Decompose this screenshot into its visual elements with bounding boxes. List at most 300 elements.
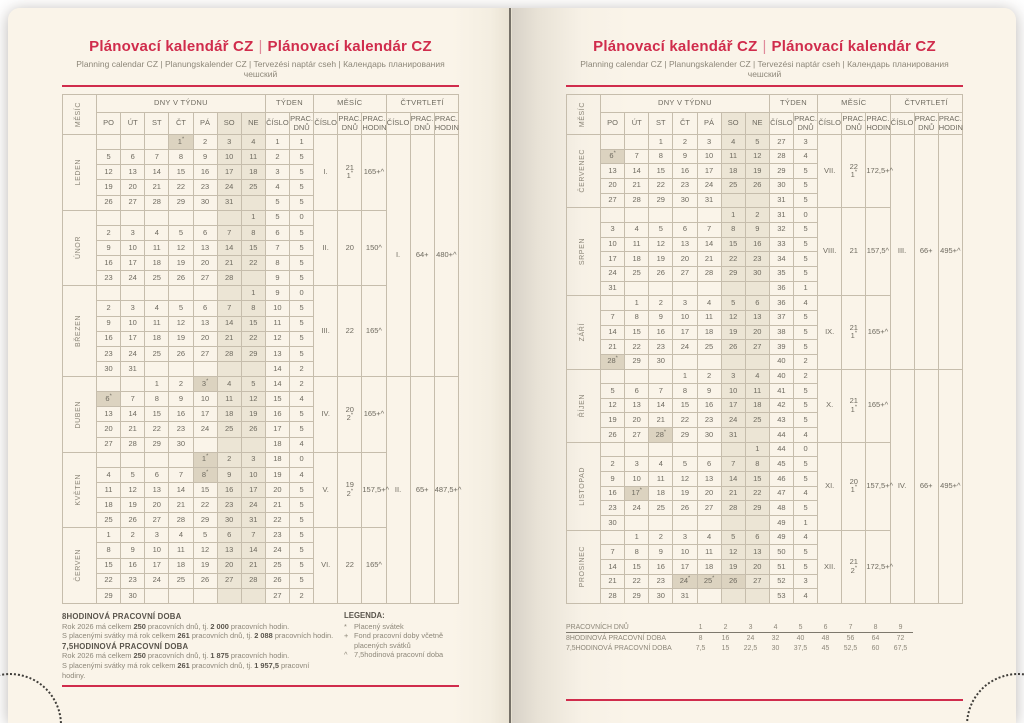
day-cell: 24 [697, 178, 721, 193]
day-cell: 16 [193, 165, 217, 180]
month-workdays-header: PRAC. DNŮ [842, 113, 866, 135]
day-cell: 15 [145, 407, 169, 422]
day-cell: 5 [721, 530, 745, 545]
day-cell: 14 [121, 407, 145, 422]
quarter-workdays-cell: 66+ [914, 135, 938, 370]
text-segment: S placenými svátky má rok celkem [62, 631, 178, 641]
day-cell [721, 442, 745, 457]
day-cell [217, 588, 241, 603]
week-workdays-cell: 5 [290, 240, 314, 255]
legend-title: LEGENDA: [344, 611, 385, 620]
month-name-cell [567, 208, 601, 296]
day-cell: 22 [97, 573, 121, 588]
week-workdays-cell: 5 [794, 501, 818, 516]
week-number-cell: 3 [265, 165, 289, 180]
day-cell: 27 [745, 340, 769, 355]
month-workhours-cell: 165+^ [866, 369, 890, 442]
day-cell: 8 [169, 150, 193, 165]
month-name-1: ÚNOR [75, 236, 83, 260]
day-cell: 18 [697, 560, 721, 575]
week-workdays-cell: 2 [290, 361, 314, 376]
day-cell: 17* [625, 486, 649, 501]
day-cell: 26 [673, 501, 697, 516]
paid-holiday-star: * [350, 412, 353, 419]
week-number-cell: 32 [769, 222, 793, 237]
legend-text: Placený svátek [354, 621, 404, 631]
day-header-čt: ČT [169, 113, 193, 135]
month-number-cell: VI. [314, 528, 338, 604]
day-cell: 3 [673, 296, 697, 311]
day-cell: 6* [601, 149, 625, 164]
day-cell: 1 [745, 442, 769, 457]
day-cell: 24 [121, 346, 145, 361]
day-cell: 22 [145, 422, 169, 437]
day-cell: 30 [169, 437, 193, 452]
hours-table-host [566, 622, 963, 694]
week-workdays-header: PRAC. DNŮ [794, 113, 818, 135]
day-cell: 23 [649, 574, 673, 589]
day-cell: 19 [241, 407, 265, 422]
day-cell: 4 [241, 135, 265, 150]
week-group-header: TÝDEN [265, 95, 313, 113]
week-number-cell: 33 [769, 237, 793, 252]
day-cell: 5 [193, 528, 217, 543]
week-workdays-cell: 0 [290, 286, 314, 301]
day-cell: 23 [745, 252, 769, 267]
day-cell: 18 [145, 256, 169, 271]
quarter-workhours-cell: 487,5+^ [434, 377, 458, 604]
hours-value: 30 [771, 644, 780, 652]
month-number-cell: VIII. [818, 208, 842, 296]
month-name-cell [567, 530, 601, 603]
day-cell [121, 452, 145, 467]
hours-value: 7 [838, 622, 863, 633]
month-workhours-header: PRAC. HODIN [866, 113, 890, 135]
page-title [566, 38, 963, 55]
emphasis-value: 1 875 [210, 651, 229, 661]
day-cell [721, 354, 745, 369]
day-cell: 19 [601, 413, 625, 428]
header-rule [566, 85, 963, 87]
week-workdays-cell: 0 [290, 210, 314, 225]
week-number-header: ČÍSLO [265, 113, 289, 135]
calendar-row [567, 369, 963, 384]
week-workdays-cell: 5 [290, 331, 314, 346]
day-cell: 11 [145, 240, 169, 255]
day-cell: 20 [193, 256, 217, 271]
day-cell: 4 [625, 222, 649, 237]
day-cell: 14 [721, 472, 745, 487]
day-cell: 27 [121, 195, 145, 210]
day-cell: 7 [121, 392, 145, 407]
day-cell: 18 [97, 498, 121, 513]
month-workhours-header: PRAC. HODIN [362, 113, 386, 135]
day-cell: 20 [625, 413, 649, 428]
week-workdays-cell: 5 [794, 545, 818, 560]
day-cell: 16 [97, 331, 121, 346]
day-cell: 8 [649, 149, 673, 164]
day-cell: 22 [241, 331, 265, 346]
day-cell: 10 [673, 310, 697, 325]
day-cell [97, 452, 121, 467]
day-cell: 10 [121, 240, 145, 255]
day-cell: 29 [97, 588, 121, 603]
day-cell: 20 [697, 486, 721, 501]
day-cell: 10 [721, 384, 745, 399]
week-workdays-cell: 5 [290, 301, 314, 316]
hours-value: 3 [738, 622, 763, 633]
day-cell: 3 [625, 457, 649, 472]
day-cell: 4 [721, 135, 745, 150]
day-cell: 28 [145, 195, 169, 210]
quarter-workdays-cell: 64+ [410, 135, 434, 377]
day-cell: 7 [217, 301, 241, 316]
paid-holiday-star: * [639, 487, 642, 494]
day-cell: 8 [625, 310, 649, 325]
week-number-cell: 9 [265, 286, 289, 301]
day-cell [193, 361, 217, 376]
day-cell: 3 [217, 135, 241, 150]
day-cell [193, 210, 217, 225]
day-cell [145, 361, 169, 376]
day-cell: 26 [97, 195, 121, 210]
day-cell: 20 [601, 178, 625, 193]
day-cell [169, 452, 193, 467]
calendar-row [567, 135, 963, 150]
week-workdays-cell: 5 [794, 178, 818, 193]
day-cell [649, 516, 673, 531]
day-cell: 12 [721, 545, 745, 560]
month-number-header: ČÍSLO [314, 113, 338, 135]
day-cell: 10 [625, 472, 649, 487]
day-cell [241, 361, 265, 376]
title-czech: Plánovací kalendář CZ [593, 38, 758, 55]
day-cell: 21 [649, 413, 673, 428]
day-cell: 31 [121, 361, 145, 376]
working-time-line [62, 622, 334, 632]
month-name-cell [63, 135, 97, 211]
day-cell: 6 [121, 150, 145, 165]
day-cell: 21 [697, 252, 721, 267]
legend-items [344, 622, 459, 660]
week-number-cell: 9 [265, 271, 289, 286]
quarter-workdays-header: PRAC. DNŮ [410, 113, 434, 135]
day-cell [745, 281, 769, 296]
day-cell: 14 [625, 164, 649, 179]
calendar-row [63, 135, 459, 150]
month-workdays-cell: 19 2* [338, 452, 362, 528]
month-workhours-cell: 172,5+^ [866, 135, 890, 208]
week-workdays-cell: 5 [794, 266, 818, 281]
day-cell: 9 [121, 543, 145, 558]
title-separator: | [258, 38, 263, 55]
day-header-čt: ČT [673, 113, 697, 135]
day-cell [169, 588, 193, 603]
paid-holiday-star: * [206, 453, 209, 460]
day-cell: 24 [625, 501, 649, 516]
month-workhours-cell: 157,5^ [866, 208, 890, 296]
week-workdays-cell: 1 [794, 516, 818, 531]
day-cell: 16 [169, 407, 193, 422]
day-cell: 3 [697, 135, 721, 150]
month-group-header: MĚSÍC [314, 95, 386, 113]
legend-symbol: ^ [344, 650, 348, 660]
month-workdays-cell: 21 [842, 208, 866, 296]
day-cell: 11 [745, 384, 769, 399]
day-cell [673, 516, 697, 531]
month-group-header: MĚSÍC [818, 95, 890, 113]
week-workdays-cell: 5 [290, 482, 314, 497]
day-cell [97, 286, 121, 301]
day-cell: 30 [193, 195, 217, 210]
day-cell: 2 [601, 457, 625, 472]
working-time-line [62, 651, 334, 661]
day-cell: 22 [193, 498, 217, 513]
day-cell: 26 [649, 266, 673, 281]
day-cell: 3 [673, 530, 697, 545]
week-number-cell: 52 [769, 574, 793, 589]
day-cell: 23 [169, 422, 193, 437]
day-cell [601, 369, 625, 384]
day-cell: 15 [745, 472, 769, 487]
day-cell: 19 [649, 252, 673, 267]
quarter-workhours-header: PRAC. HODIN [434, 113, 458, 135]
emphasis-value: 2 088 [254, 631, 273, 641]
paid-holiday-star: * [712, 575, 715, 582]
day-cell [721, 193, 745, 208]
day-cell: 1* [169, 135, 193, 150]
week-number-cell: 51 [769, 560, 793, 575]
week-workdays-cell: 5 [290, 180, 314, 195]
day-cell: 27 [745, 574, 769, 589]
gutter-shadow-line [509, 8, 511, 723]
day-cell: 8 [97, 543, 121, 558]
day-cell [721, 281, 745, 296]
day-cell: 14 [241, 543, 265, 558]
week-workdays-cell: 5 [290, 543, 314, 558]
day-cell: 16 [745, 237, 769, 252]
week-workdays-cell: 2 [794, 369, 818, 384]
day-cell: 6 [217, 528, 241, 543]
week-number-cell: 53 [769, 589, 793, 604]
week-workdays-cell: 3 [794, 135, 818, 150]
week-number-cell: 41 [769, 384, 793, 399]
text-segment: pracovních dnů, tj. [145, 621, 211, 631]
day-cell: 1 [721, 208, 745, 223]
legend-item [344, 650, 459, 660]
month-workhours-cell: 165+^ [362, 135, 386, 211]
day-cell: 9 [169, 392, 193, 407]
month-number-cell: I. [314, 135, 338, 211]
day-cell: 6 [193, 225, 217, 240]
day-cell: 17 [121, 331, 145, 346]
day-cell: 23 [97, 346, 121, 361]
day-cell: 28 [241, 573, 265, 588]
week-workdays-cell: 4 [794, 428, 818, 443]
day-cell: 21 [217, 331, 241, 346]
day-cell: 7 [601, 545, 625, 560]
day-cell: 26 [601, 428, 625, 443]
day-cell: 3* [193, 377, 217, 392]
day-cell: 26 [745, 178, 769, 193]
day-header-st: ST [145, 113, 169, 135]
day-cell: 21 [241, 558, 265, 573]
week-workdays-cell: 5 [794, 472, 818, 487]
day-cell: 8* [193, 467, 217, 482]
day-cell: 10 [145, 543, 169, 558]
month-workhours-cell: 150^ [362, 210, 386, 286]
day-cell: 31 [601, 281, 625, 296]
week-number-cell: 4 [265, 180, 289, 195]
week-workdays-cell: 5 [290, 407, 314, 422]
day-cell: 26 [721, 574, 745, 589]
week-number-cell: 17 [265, 422, 289, 437]
day-cell: 9 [601, 472, 625, 487]
quarter-workhours-cell: 495+^ [938, 135, 962, 370]
day-cell: 3 [145, 528, 169, 543]
day-cell: 5 [169, 225, 193, 240]
day-cell: 14 [601, 560, 625, 575]
day-cell: 24 [193, 422, 217, 437]
day-cell: 2 [649, 296, 673, 311]
day-cell: 30 [217, 513, 241, 528]
week-workdays-cell: 4 [794, 486, 818, 501]
day-cell [241, 195, 265, 210]
paid-holiday-star: * [854, 404, 857, 411]
week-number-cell: 27 [265, 588, 289, 603]
week-workdays-cell: 4 [290, 392, 314, 407]
header-row-groups [567, 95, 963, 113]
week-workdays-cell: 0 [290, 452, 314, 467]
day-cell: 23 [193, 180, 217, 195]
week-number-cell: 25 [265, 558, 289, 573]
day-cell: 18 [241, 165, 265, 180]
day-cell: 4 [745, 369, 769, 384]
day-cell: 10 [241, 467, 265, 482]
day-cell: 18 [169, 558, 193, 573]
emphasis-value: 261 [177, 660, 190, 670]
day-cell: 5 [673, 457, 697, 472]
quarter-number-cell: I. [386, 135, 410, 377]
day-cell [721, 589, 745, 604]
week-number-cell: 40 [769, 369, 793, 384]
day-cell: 7 [241, 528, 265, 543]
month-number-header: ČÍSLO [818, 113, 842, 135]
month-workdays-cell: 20 [338, 210, 362, 286]
week-number-cell: 48 [769, 501, 793, 516]
day-cell: 9 [217, 467, 241, 482]
working-time-line [62, 631, 334, 641]
week-workdays-cell: 5 [794, 413, 818, 428]
day-cell [697, 442, 721, 457]
week-number-cell: 45 [769, 457, 793, 472]
day-cell: 22 [649, 178, 673, 193]
week-workdays-cell: 5 [290, 256, 314, 271]
day-cell: 12 [241, 392, 265, 407]
week-number-cell: 29 [769, 164, 793, 179]
day-cell: 4 [697, 530, 721, 545]
week-workdays-cell: 4 [794, 589, 818, 604]
month-workdays-cell: 22 1* [842, 135, 866, 208]
paid-holiday-star: * [181, 136, 185, 143]
emphasis-value: 1 957,5 [254, 660, 279, 670]
paid-holiday-star: * [613, 150, 616, 157]
week-number-cell: 8 [265, 256, 289, 271]
paid-holiday-star: * [663, 429, 667, 436]
footer-rule-left [62, 685, 459, 687]
day-cell [241, 437, 265, 452]
day-cell: 28 [721, 501, 745, 516]
day-cell: 18 [697, 325, 721, 340]
hours-value: 1 [688, 622, 713, 633]
day-cell: 27 [601, 193, 625, 208]
day-cell: 9 [649, 545, 673, 560]
month-number-cell: III. [314, 286, 338, 377]
text-segment: pracovní hodiny. [62, 660, 310, 680]
day-cell [649, 369, 673, 384]
day-cell: 1 [145, 377, 169, 392]
month-name-cell [63, 377, 97, 453]
month-number-cell: II. [314, 210, 338, 286]
week-number-header: ČÍSLO [769, 113, 793, 135]
paid-holiday-star: * [854, 484, 857, 491]
day-cell: 14 [169, 482, 193, 497]
week-workdays-cell: 4 [794, 296, 818, 311]
hours-value: 15 [721, 644, 730, 652]
day-cell: 1 [673, 369, 697, 384]
month-name-cell [567, 369, 601, 442]
day-cell: 16 [697, 398, 721, 413]
hours-value: 8 [863, 622, 888, 633]
week-workdays-cell: 5 [794, 325, 818, 340]
day-cell [121, 286, 145, 301]
week-workdays-cell: 3 [794, 574, 818, 589]
emphasis-value: 250 [133, 621, 146, 631]
day-cell [217, 437, 241, 452]
day-cell: 10 [673, 545, 697, 560]
day-cell: 3 [721, 369, 745, 384]
day-cell [97, 210, 121, 225]
month-number-cell: V. [314, 452, 338, 528]
day-cell: 23 [217, 498, 241, 513]
day-cell: 9 [745, 222, 769, 237]
day-cell: 19 [745, 164, 769, 179]
day-cell: 15 [169, 165, 193, 180]
day-cell: 24 [241, 498, 265, 513]
day-cell: 29 [169, 195, 193, 210]
day-cell [601, 296, 625, 311]
day-cell: 8 [625, 545, 649, 560]
week-number-cell: 31 [769, 193, 793, 208]
day-cell: 25 [721, 178, 745, 193]
day-cell: 12 [169, 240, 193, 255]
day-cell: 28* [601, 354, 625, 369]
month-column-header-label: MĚSÍC [579, 101, 587, 128]
month-column-header [63, 95, 97, 135]
day-cell: 29 [193, 513, 217, 528]
day-cell: 23 [121, 573, 145, 588]
day-cell: 23 [649, 340, 673, 355]
day-cell: 19 [169, 256, 193, 271]
week-workdays-cell: 4 [794, 149, 818, 164]
day-cell: 13 [745, 545, 769, 560]
day-cell: 6 [193, 301, 217, 316]
day-cell: 7 [169, 467, 193, 482]
day-cell [217, 361, 241, 376]
title-czech: Plánovací kalendář CZ [89, 38, 254, 55]
week-workdays-cell: 4 [794, 530, 818, 545]
day-cell: 13 [697, 472, 721, 487]
